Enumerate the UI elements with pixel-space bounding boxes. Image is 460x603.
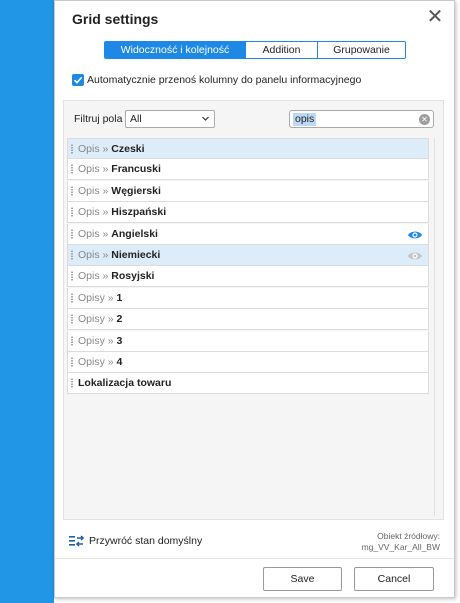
restore-defaults-label: Przywróć stan domyślny [89, 535, 203, 547]
tab-visibility-order[interactable]: Widoczność i kolejność [105, 42, 245, 58]
fields-panel [63, 100, 444, 520]
field-separator: » [102, 143, 109, 155]
restore-icon [69, 535, 85, 547]
auto-move-option[interactable] [72, 73, 361, 87]
source-object-value: mg_VV_Kar_All_BW [361, 542, 440, 552]
field-name: 2 [116, 313, 123, 326]
chevron-down-icon [201, 111, 210, 132]
restore-defaults-button[interactable] [69, 535, 202, 547]
drag-handle-icon[interactable] [71, 229, 73, 239]
search-input-value: opis [295, 113, 315, 125]
background-app-strip [0, 0, 54, 603]
field-row[interactable] [67, 309, 429, 330]
field-separator: » [107, 334, 114, 347]
field-label [78, 331, 122, 351]
close-icon[interactable]: ✕ [426, 6, 444, 28]
tab-grouping[interactable]: Grupowanie [317, 42, 405, 58]
field-name: 4 [116, 355, 123, 368]
field-row[interactable] [67, 373, 429, 394]
eye-icon[interactable] [407, 249, 423, 261]
field-label [78, 202, 166, 222]
drag-handle-icon[interactable] [71, 293, 73, 303]
drag-handle-icon[interactable] [71, 336, 73, 346]
field-row[interactable] [67, 202, 429, 223]
auto-move-checkbox[interactable] [72, 74, 84, 86]
list-scrollbar[interactable] [434, 138, 439, 516]
field-label [78, 245, 160, 265]
field-name: Hiszpański [111, 206, 167, 219]
field-group: Opis [78, 206, 100, 219]
field-label [78, 373, 171, 393]
field-row[interactable] [67, 288, 429, 309]
auto-move-label: Automatycznie przenoś kolumny do panelu informacyjnego [87, 74, 362, 86]
field-separator: » [102, 227, 109, 240]
field-group: Opisy [78, 313, 105, 326]
field-label [78, 266, 154, 286]
field-separator: » [102, 206, 109, 219]
drag-handle-icon[interactable] [71, 144, 73, 154]
field-group: Opisy [78, 334, 105, 347]
field-group: Opisy [78, 355, 105, 368]
grid-settings-dialog [54, 0, 455, 598]
field-group: Opis [78, 184, 100, 197]
clear-search-icon[interactable]: ✕ [419, 114, 430, 125]
filter-select-value: All [130, 113, 142, 125]
source-object-info [362, 531, 440, 553]
search-input[interactable] [289, 110, 434, 128]
field-row[interactable] [67, 181, 429, 202]
field-name: Francuski [111, 163, 161, 176]
dialog-title: Grid settings [72, 11, 159, 27]
drag-handle-icon[interactable] [71, 186, 73, 196]
field-label [78, 309, 122, 329]
field-separator: » [102, 184, 109, 197]
field-separator: » [107, 313, 114, 326]
field-row[interactable] [67, 245, 429, 266]
field-separator: » [102, 270, 109, 283]
drag-handle-icon[interactable] [71, 357, 73, 367]
drag-handle-icon[interactable] [71, 378, 73, 388]
field-row[interactable] [67, 331, 429, 352]
filter-label: Filtruj pola [74, 113, 123, 125]
field-name: Rosyjski [111, 270, 155, 283]
eye-icon[interactable] [407, 228, 423, 240]
field-name: Czeski [111, 143, 145, 155]
field-row[interactable] [67, 138, 429, 159]
drag-handle-icon[interactable] [71, 164, 73, 174]
field-label [78, 224, 158, 244]
save-button[interactable]: Save [263, 567, 342, 591]
field-row[interactable] [67, 266, 429, 287]
field-row[interactable] [67, 159, 429, 180]
field-group: Opis [78, 143, 100, 155]
cancel-button[interactable]: Cancel [354, 567, 434, 591]
source-object-label: Obiekt źródłowy: [377, 531, 440, 541]
drag-handle-icon[interactable] [71, 250, 73, 260]
field-name: Niemiecki [111, 248, 161, 261]
field-row[interactable] [67, 224, 429, 245]
field-label [78, 181, 161, 201]
field-name: 1 [116, 291, 123, 304]
field-group: Opisy [78, 291, 105, 304]
field-name: 3 [116, 334, 123, 347]
field-separator: » [107, 291, 114, 304]
field-separator: » [107, 355, 114, 368]
field-separator: » [102, 248, 109, 261]
drag-handle-icon[interactable] [71, 271, 73, 281]
tab-bar [104, 41, 406, 59]
field-label [78, 288, 122, 308]
field-name: Lokalizacja towaru [78, 377, 172, 390]
field-group: Opis [78, 270, 100, 283]
tab-addition[interactable]: Addition [245, 42, 317, 58]
field-row[interactable] [67, 352, 429, 373]
field-group: Opis [78, 248, 100, 261]
field-label [78, 352, 122, 372]
filter-select[interactable] [125, 110, 215, 128]
field-separator: » [102, 163, 109, 176]
field-name: Angielski [111, 227, 158, 240]
field-name: Węgierski [111, 184, 161, 197]
fields-list [67, 138, 429, 395]
field-label [78, 139, 145, 159]
drag-handle-icon[interactable] [71, 207, 73, 217]
field-label [78, 159, 161, 179]
drag-handle-icon[interactable] [71, 314, 73, 324]
footer-divider [55, 558, 454, 559]
field-group: Opis [78, 227, 100, 240]
field-group: Opis [78, 163, 100, 176]
